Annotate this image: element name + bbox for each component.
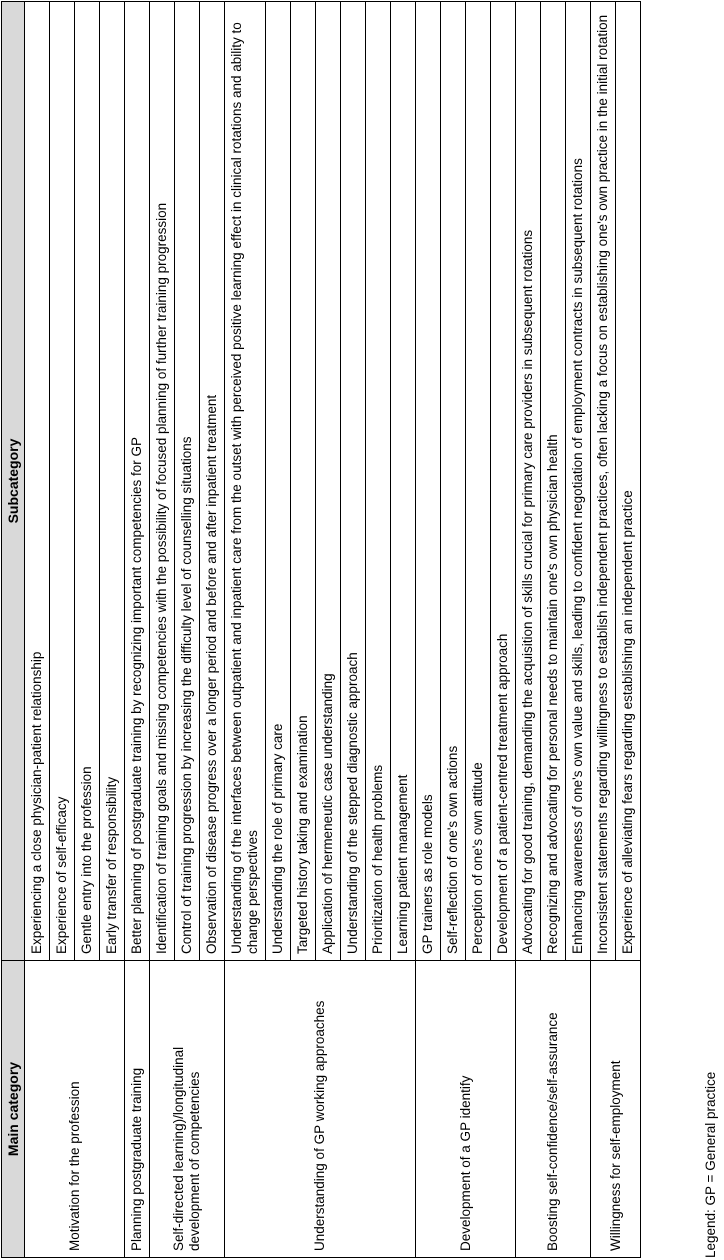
main-category-cell: Self-directed learning)/longitudinal development of competencies [150, 961, 225, 1258]
main-category-header: Main category [2, 961, 25, 1258]
subcategory-cell: Gentle entry into the profession [75, 2, 100, 961]
subcategory-cell: Understanding of the interfaces between outpatient and inpatient care from the outset with perceived positive learning effect in clinical rotations and ability to change perspectives [225, 2, 266, 961]
table-row [25, 2, 50, 1258]
main-category-cell: Motivation for the profession [25, 961, 125, 1258]
subcategory-cell: Advocating for good training, demanding the acquisition of skills crucial for primary care providers in subsequent rotations [516, 2, 541, 961]
subcategory-cell: Prioritization of health problems [366, 2, 391, 961]
table-legend: Legend: GP = General practice [703, 1071, 718, 1258]
table-row [591, 2, 616, 1258]
table-row [150, 2, 175, 1258]
subcategory-header: Subcategory [2, 2, 25, 961]
main-category-cell: Boosting self-confidence/self-assurance [516, 961, 591, 1258]
subcategory-cell: Self-reflection of one's own actions [441, 2, 466, 961]
subcategory-cell: Early transfer of responsibility [100, 2, 125, 961]
subcategory-cell: Recognizing and advocating for personal needs to maintain one's own physician health [541, 2, 566, 961]
table-row [125, 2, 150, 1258]
main-category-cell: Planning postgraduate training [125, 961, 150, 1258]
subcategory-cell: Experience of alleviating fears regarding establishing an independent practice [616, 2, 641, 961]
main-category-cell: Understanding of GP working approaches [225, 961, 416, 1258]
subcategory-cell: Experiencing a close physician-patient relationship [25, 2, 50, 961]
table-row [416, 2, 441, 1258]
table-header-row [2, 2, 25, 1258]
subcategory-cell: Understanding the role of primary care [266, 2, 291, 961]
subcategory-cell: Application of hermeneutic case understanding [316, 2, 341, 961]
subcategory-cell: Targeted history taking and examination [291, 2, 316, 961]
subcategory-cell: Development of a patient-centred treatment approach [491, 2, 516, 961]
subcategory-cell: Understanding of the stepped diagnostic approach [341, 2, 366, 961]
main-category-cell: Willingness for self-employment [591, 961, 641, 1258]
subcategory-cell: Learning patient management [391, 2, 416, 961]
subcategory-cell: GP trainers as role models [416, 2, 441, 961]
subcategory-cell: Enhancing awareness of one's own value and skills, leading to confident negotiation of employment contracts in subsequent rotations [566, 2, 591, 961]
subcategory-cell: Control of training progression by increasing the difficulty level of counselling situations [175, 2, 200, 961]
subcategory-cell: Better planning of postgraduate training by recognizing important competencies for GP [125, 2, 150, 961]
table-body [25, 2, 641, 1258]
subcategory-cell: Observation of disease progress over a longer period and before and after inpatient treatment [200, 2, 225, 961]
table-row [516, 2, 541, 1258]
categories-table [1, 1, 641, 1258]
subcategory-cell: Identification of training goals and missing competencies with the possibility of focused planning of further training progression [150, 2, 175, 961]
subcategory-cell: Inconsistent statements regarding willingness to establish independent practices, often lacking a focus on establishing one's own practice in the initial rotation [591, 2, 616, 961]
subcategory-cell: Perception of one's own attitude [466, 2, 491, 961]
main-category-cell: Development of a GP identify [416, 961, 516, 1258]
table-row [225, 2, 266, 1258]
subcategory-cell: Experience of self-efficacy [50, 2, 75, 961]
